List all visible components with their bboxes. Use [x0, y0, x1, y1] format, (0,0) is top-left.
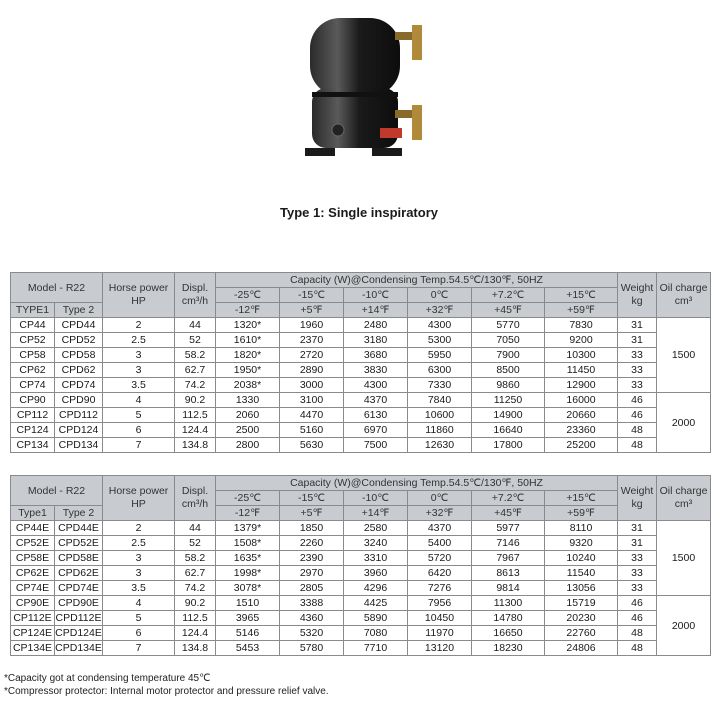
table-cell: 13120	[408, 641, 472, 656]
table-cell: 31	[618, 333, 657, 348]
table-cell: 8613	[472, 566, 545, 581]
table-cell: 3830	[344, 363, 408, 378]
temp-c: -25℃	[216, 491, 280, 506]
product-caption: Type 1: Single inspiratory	[280, 205, 438, 220]
table-cell: 46	[618, 393, 657, 408]
oil-charge-cell: 1500	[657, 318, 711, 393]
table-cell: 31	[618, 536, 657, 551]
table-cell: 2480	[344, 318, 408, 333]
table-cell: 112.5	[175, 408, 216, 423]
table-cell: 1330	[216, 393, 280, 408]
table-cell: 18230	[472, 641, 545, 656]
table-cell: 7840	[408, 393, 472, 408]
table-cell: 3965	[216, 611, 280, 626]
table-cell: CPD112	[55, 408, 103, 423]
table-cell: CPD74	[55, 378, 103, 393]
table-cell: 7830	[545, 318, 618, 333]
table-cell: CP90E	[11, 596, 55, 611]
table-cell: 2500	[216, 423, 280, 438]
table-cell: 9860	[472, 378, 545, 393]
spec-table-e-series	[10, 475, 711, 656]
temp-c: +15℃	[545, 288, 618, 303]
table-cell: 4370	[408, 521, 472, 536]
table-cell: 10450	[408, 611, 472, 626]
temp-f: +59℉	[545, 303, 618, 318]
table-cell: CP44	[11, 318, 55, 333]
table-cell: 4300	[344, 378, 408, 393]
table-cell: 33	[618, 378, 657, 393]
displ-header: Displ. cm³/h	[175, 476, 216, 521]
table-cell: 5320	[280, 626, 344, 641]
table-cell: 6420	[408, 566, 472, 581]
table-cell: 7900	[472, 348, 545, 363]
table-row	[11, 551, 711, 566]
table-cell: 1960	[280, 318, 344, 333]
temp-c: -15℃	[280, 288, 344, 303]
table-cell: 4425	[344, 596, 408, 611]
footnote: *Compressor protector: Internal motor protector and pressure relief valve.	[4, 686, 329, 697]
type2-header: Type 2	[55, 506, 103, 521]
table-cell: 3.5	[103, 378, 175, 393]
table-cell: 1998*	[216, 566, 280, 581]
capacity-header: Capacity (W)@Condensing Temp.54.5℃/130℉, 50HZ	[216, 476, 618, 491]
table-cell: 6130	[344, 408, 408, 423]
table-cell: 2.5	[103, 333, 175, 348]
table-row	[11, 566, 711, 581]
table-cell: 7330	[408, 378, 472, 393]
table-cell: 4	[103, 393, 175, 408]
table-row	[11, 521, 711, 536]
table-row	[11, 596, 711, 611]
temp-f: -12℉	[216, 303, 280, 318]
table-cell: 20230	[545, 611, 618, 626]
table-cell: 58.2	[175, 348, 216, 363]
table-cell: 5950	[408, 348, 472, 363]
temp-c: +7.2℃	[472, 288, 545, 303]
table-cell: 5720	[408, 551, 472, 566]
table-cell: 90.2	[175, 393, 216, 408]
table-cell: 2	[103, 318, 175, 333]
oil-header: Oil charge cm³	[657, 273, 711, 318]
temp-c: -25℃	[216, 288, 280, 303]
table-cell: 6970	[344, 423, 408, 438]
table-cell: 62.7	[175, 566, 216, 581]
table-cell: 1635*	[216, 551, 280, 566]
table-cell: 8500	[472, 363, 545, 378]
table-cell: 7956	[408, 596, 472, 611]
table-cell: 3100	[280, 393, 344, 408]
table-cell: 33	[618, 566, 657, 581]
table-cell: 112.5	[175, 611, 216, 626]
table-cell: 7500	[344, 438, 408, 453]
table-cell: 24806	[545, 641, 618, 656]
table-row	[11, 363, 711, 378]
table-cell: CPD90	[55, 393, 103, 408]
table-cell: CP124E	[11, 626, 55, 641]
table-cell: 3	[103, 363, 175, 378]
table-cell: 1820*	[216, 348, 280, 363]
temp-c: +15℃	[545, 491, 618, 506]
table-cell: 33	[618, 551, 657, 566]
table-cell: 7	[103, 438, 175, 453]
table-cell: 74.2	[175, 378, 216, 393]
table-cell: 16650	[472, 626, 545, 641]
table-cell: 5	[103, 408, 175, 423]
table-cell: 2890	[280, 363, 344, 378]
table-cell: 10240	[545, 551, 618, 566]
table-cell: 14900	[472, 408, 545, 423]
table-cell: 62.7	[175, 363, 216, 378]
oil-header: Oil charge cm³	[657, 476, 711, 521]
table-cell: 3240	[344, 536, 408, 551]
table-body	[11, 521, 711, 656]
footnote: *Capacity got at condensing temperature 45℃	[4, 673, 211, 684]
temp-f: +5℉	[280, 303, 344, 318]
table-cell: 11450	[545, 363, 618, 378]
table-row	[11, 438, 711, 453]
table-cell: CPD44E	[55, 521, 103, 536]
table-cell: 2260	[280, 536, 344, 551]
table-cell: CP44E	[11, 521, 55, 536]
table-cell: 5770	[472, 318, 545, 333]
table-row	[11, 378, 711, 393]
table-cell: 1510	[216, 596, 280, 611]
table-cell: 46	[618, 611, 657, 626]
temp-f: +5℉	[280, 506, 344, 521]
table-cell: 12900	[545, 378, 618, 393]
table-cell: 3	[103, 566, 175, 581]
table-cell: 3388	[280, 596, 344, 611]
table-cell: 20660	[545, 408, 618, 423]
table-cell: 134.8	[175, 438, 216, 453]
table-cell: 44	[175, 521, 216, 536]
table-cell: 5630	[280, 438, 344, 453]
table-cell: 10600	[408, 408, 472, 423]
table-cell: 7710	[344, 641, 408, 656]
table-cell: CP74E	[11, 581, 55, 596]
table-cell: 11970	[408, 626, 472, 641]
table-row	[11, 641, 711, 656]
table-cell: 58.2	[175, 551, 216, 566]
type2-header: Type 2	[55, 303, 103, 318]
temp-f: +32℉	[408, 303, 472, 318]
table-cell: 2390	[280, 551, 344, 566]
table-cell: 13056	[545, 581, 618, 596]
table-cell: 5977	[472, 521, 545, 536]
table-cell: 2	[103, 521, 175, 536]
table-cell: CPD90E	[55, 596, 103, 611]
table-cell: 5300	[408, 333, 472, 348]
model-header: Model - R22	[11, 476, 103, 506]
table-cell: 1850	[280, 521, 344, 536]
table-row	[11, 393, 711, 408]
table-cell: 3	[103, 348, 175, 363]
table-cell: 52	[175, 536, 216, 551]
table-cell: 16640	[472, 423, 545, 438]
oil-charge-cell: 2000	[657, 596, 711, 656]
table-cell: CP112	[11, 408, 55, 423]
table-cell: 5146	[216, 626, 280, 641]
table-cell: CPD74E	[55, 581, 103, 596]
table-cell: 3000	[280, 378, 344, 393]
table-cell: CP52	[11, 333, 55, 348]
table-row	[11, 348, 711, 363]
table-cell: 46	[618, 408, 657, 423]
hp-header: Horse power HP	[103, 476, 175, 521]
table-cell: 2970	[280, 566, 344, 581]
table-cell: 48	[618, 423, 657, 438]
table-cell: 11860	[408, 423, 472, 438]
temp-c: 0℃	[408, 288, 472, 303]
table-cell: CP58	[11, 348, 55, 363]
table-cell: CPD124	[55, 423, 103, 438]
table-cell: 7050	[472, 333, 545, 348]
weight-header: Weight kg	[618, 273, 657, 318]
table-cell: 1320*	[216, 318, 280, 333]
table-row	[11, 611, 711, 626]
temp-f: +59℉	[545, 506, 618, 521]
table-cell: 5	[103, 611, 175, 626]
table-cell: 2580	[344, 521, 408, 536]
table-row	[11, 408, 711, 423]
table-row	[11, 536, 711, 551]
table-cell: 4470	[280, 408, 344, 423]
type1-header: Type1	[11, 506, 55, 521]
table-cell: CP134	[11, 438, 55, 453]
table-cell: 33	[618, 363, 657, 378]
capacity-header: Capacity (W)@Condensing Temp.54.5℃/130℉, 50HZ	[216, 273, 618, 288]
table-cell: CP74	[11, 378, 55, 393]
table-cell: 9200	[545, 333, 618, 348]
table-cell: 5400	[408, 536, 472, 551]
table-cell: 48	[618, 641, 657, 656]
table-cell: CP124	[11, 423, 55, 438]
temp-f: +45℉	[472, 506, 545, 521]
table-cell: CPD112E	[55, 612, 102, 624]
table-cell: 4296	[344, 581, 408, 596]
table-cell: 1508*	[216, 536, 280, 551]
table-cell: 124.4	[175, 626, 216, 641]
table-cell: 1610*	[216, 333, 280, 348]
table-cell: 2800	[216, 438, 280, 453]
table-cell: 6	[103, 626, 175, 641]
table-cell: 2720	[280, 348, 344, 363]
table-cell: 8110	[545, 521, 618, 536]
table-cell: 11540	[545, 566, 618, 581]
table-cell: 4370	[344, 393, 408, 408]
table-cell: 5780	[280, 641, 344, 656]
table-cell: 17800	[472, 438, 545, 453]
table-cell: 10300	[545, 348, 618, 363]
table-cell: 3.5	[103, 581, 175, 596]
temp-f: +14℉	[344, 506, 408, 521]
table-cell: 9814	[472, 581, 545, 596]
table-cell: 5890	[344, 611, 408, 626]
table-cell: 31	[618, 318, 657, 333]
table-cell: 1379*	[216, 521, 280, 536]
table-body	[11, 318, 711, 453]
temp-c: -15℃	[280, 491, 344, 506]
table-cell: 11300	[472, 596, 545, 611]
temp-f: +14℉	[344, 303, 408, 318]
table-cell: 5160	[280, 423, 344, 438]
table-cell: CPD52E	[55, 536, 103, 551]
table-cell: 25200	[545, 438, 618, 453]
temp-f: +45℉	[472, 303, 545, 318]
hp-header: Horse power HP	[103, 273, 175, 318]
table-row	[11, 318, 711, 333]
displ-header: Displ. cm³/h	[175, 273, 216, 318]
table-row	[11, 333, 711, 348]
table-cell: 2060	[216, 408, 280, 423]
table-cell: 12630	[408, 438, 472, 453]
table-cell: CPD62E	[55, 566, 103, 581]
table-cell: CP52E	[11, 536, 55, 551]
table-cell: 15719	[545, 596, 618, 611]
spec-table-standard	[10, 272, 711, 453]
table-cell: 2038*	[216, 378, 280, 393]
table-cell: 14780	[472, 611, 545, 626]
table-cell: 48	[618, 626, 657, 641]
temp-c: -10℃	[344, 491, 408, 506]
temp-f: -12℉	[216, 506, 280, 521]
table-cell: CP62	[11, 363, 55, 378]
table-cell: 23360	[545, 423, 618, 438]
table-cell: 9320	[545, 536, 618, 551]
table-cell: CPD44	[55, 318, 103, 333]
table-cell: CPD134E	[55, 642, 102, 654]
table-cell: 3180	[344, 333, 408, 348]
footnotes	[4, 672, 329, 698]
table-cell: 1950*	[216, 363, 280, 378]
table-row	[11, 626, 711, 641]
table-cell: 2805	[280, 581, 344, 596]
table-cell: CPD58	[55, 348, 103, 363]
table-cell: 3078*	[216, 581, 280, 596]
table-cell: 3680	[344, 348, 408, 363]
table-cell: 7	[103, 641, 175, 656]
table-row	[11, 423, 711, 438]
table-cell: 4300	[408, 318, 472, 333]
table-cell: 3310	[344, 551, 408, 566]
table-cell: 22760	[545, 626, 618, 641]
table-cell: 6300	[408, 363, 472, 378]
table-cell: 6	[103, 423, 175, 438]
table-cell: CP112E	[11, 611, 55, 626]
table-cell: CP134E	[11, 641, 55, 656]
table-cell: 2370	[280, 333, 344, 348]
table-cell: 16000	[545, 393, 618, 408]
table-cell: 124.4	[175, 423, 216, 438]
table-cell: CP58E	[11, 551, 55, 566]
temp-f: +32℉	[408, 506, 472, 521]
table-cell: 7146	[472, 536, 545, 551]
table-cell: 44	[175, 318, 216, 333]
table-cell: 46	[618, 596, 657, 611]
oil-charge-cell: 2000	[657, 393, 711, 453]
table-cell: 3960	[344, 566, 408, 581]
table-cell: 90.2	[175, 596, 216, 611]
table-cell: 52	[175, 333, 216, 348]
table-cell: 4	[103, 596, 175, 611]
table-cell: 134.8	[175, 641, 216, 656]
table-cell: CP90	[11, 393, 55, 408]
temp-c: 0℃	[408, 491, 472, 506]
compressor-image	[300, 10, 450, 170]
table-cell: CP62E	[11, 566, 55, 581]
table-cell: 74.2	[175, 581, 216, 596]
table-cell: 7967	[472, 551, 545, 566]
table-cell: 4360	[280, 611, 344, 626]
table-cell: CPD52	[55, 333, 103, 348]
temp-c: -10℃	[344, 288, 408, 303]
table-cell: 7276	[408, 581, 472, 596]
table-cell: CPD134	[55, 438, 103, 453]
table-cell: 11250	[472, 393, 545, 408]
table-cell: 7080	[344, 626, 408, 641]
table-cell: 3	[103, 551, 175, 566]
table-row	[11, 581, 711, 596]
weight-header: Weight kg	[618, 476, 657, 521]
table-cell: 2.5	[103, 536, 175, 551]
table-cell: CPD124E	[55, 627, 102, 639]
table-cell: CPD62	[55, 363, 103, 378]
table-cell: 5453	[216, 641, 280, 656]
model-header: Model - R22	[11, 273, 103, 303]
type1-header: TYPE1	[11, 303, 55, 318]
oil-charge-cell: 1500	[657, 521, 711, 596]
temp-c: +7.2℃	[472, 491, 545, 506]
table-cell: 33	[618, 348, 657, 363]
table-cell: 48	[618, 438, 657, 453]
table-cell: CPD58E	[55, 551, 103, 566]
table-cell: 31	[618, 521, 657, 536]
table-cell: 33	[618, 581, 657, 596]
